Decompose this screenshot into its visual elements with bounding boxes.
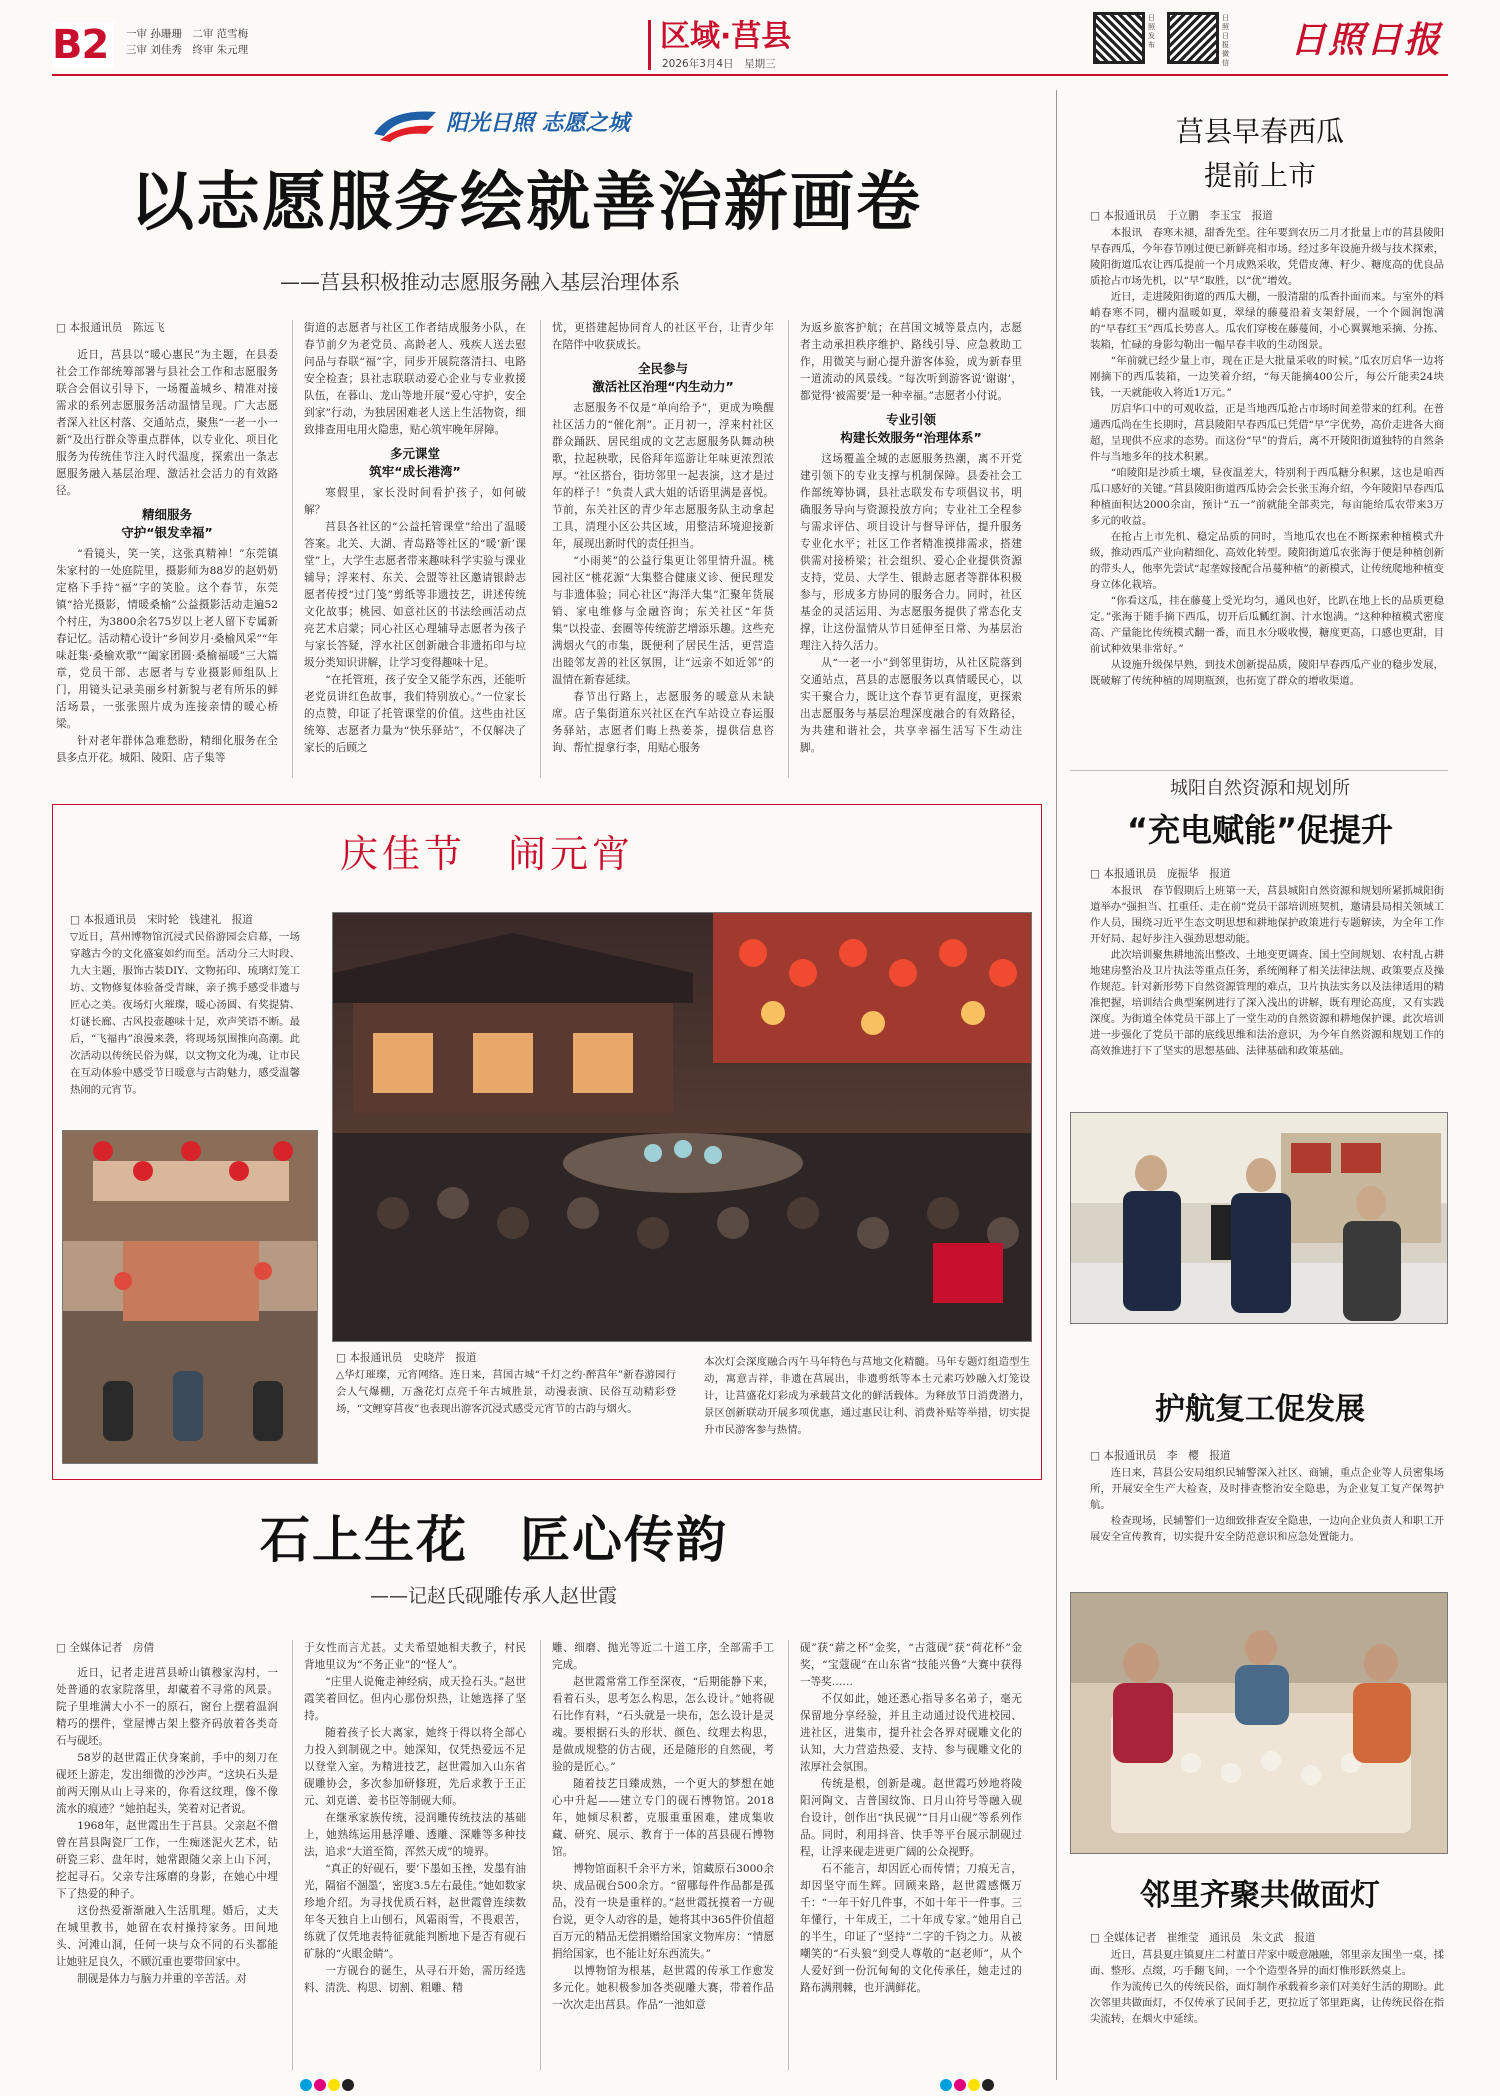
paper-logo: 日照日报 xyxy=(1290,19,1443,61)
lead-col-1 xyxy=(56,320,278,767)
lead-para: 这场覆盖全城的志愿服务热潮，离不开党建引领下的专业支撑与机制保障。县委社会工作部统筹协调，县社志联发布专项倡议书，明确服务导向与资源投放方向；专业社工全程参与需求评估、项目设计与督导评估，提升服务专业化水平；社区工作者精准摸排需求，搭建供需对接桥梁；社会组织、爱心企业提供资源支持，党员、大学生、银龄志愿者等群体积极参与，形成多方协同的服务合力。同时，社区基金的灵活运用、为志愿服务提供了常态化支撑，让这份温情从节日延伸至日常、为基层治理注入持久活力。 xyxy=(800,453,1022,652)
lead-para: 忧，更搭建起协同育人的社区平台，让青少年在陪伴中收获成长。 xyxy=(552,322,774,351)
magenta-dot-icon xyxy=(954,2079,966,2091)
right-column-rule xyxy=(1056,90,1057,2080)
editor-line-2: 三审 刘佳秀 终审 朱元理 xyxy=(126,44,249,56)
museum-interior-image xyxy=(63,1131,318,1464)
lead-headline: 以志愿服务绘就善治新画卷 xyxy=(130,166,922,240)
feature-para: 赵世霞常常工作至深夜，“后期能静下来，看着石头，思考怎么构思，怎么设计。”她将砚石比作有料，“石头就是一块布，怎么设计是灵魂。要根据石头的形状、颜色、纹理去构思，是做成规整的仿古砚，还是随形的自然砚，考验的是匠心。” xyxy=(552,1676,774,1773)
right3-byline: □ 本报通讯员 李 樱 报道 xyxy=(1090,1450,1231,1462)
dough-lamp-photo xyxy=(1070,1592,1448,1854)
lead-subtitle: ——莒县积极推动志愿服务融入基层治理体系 xyxy=(280,270,680,294)
right3-para: 连日来，莒县公安局组织民辅警深入社区、商铺，重点企业等人员密集场所，开展安全生产大检查，及时排查整治安全隐患，为企业复工复产保驾护航。 xyxy=(1090,1467,1444,1511)
right1-para: 从设施升级保早熟，到技术创新提品质，陵阳早春西瓜产业的稳步发展，既破解了传统种植的周期瓶颈，也拓宽了群众的增收渠道。 xyxy=(1090,659,1444,687)
feature-col-1 xyxy=(56,1640,278,1988)
right3-body xyxy=(1090,1448,1444,1545)
right2-byline: □ 本报通讯员 庞振华 报道 xyxy=(1090,868,1231,880)
right1-byline: □ 本报通讯员 于立鹏 李玉宝 报道 xyxy=(1090,210,1273,222)
lead-para: “在托管班，孩子安全又能学东西，还能听老党员讲红色故事，我们特别放心。”一位家长的点赞，印证了托管课堂的价值。这些由社区统筹、志愿者力量为“快乐驿站”，不仅解决了家长的后顾之 xyxy=(304,674,526,754)
feature-para: 1968年，赵世霞出生于莒县。父亲赵不僧曾在莒县陶瓷厂工作，一生痴迷泥火艺术，钻研瓷三彩、盘年时，她常跟随父亲上山下河，挖起寻石。父亲专注琢磨的身影，在她心中埋下了热爱的种子。 xyxy=(56,1820,278,1900)
right2-para: 此次培训聚焦耕地流出整改、土地变更调查、国土空间规划、农村乱占耕地建房整治及卫片执法等重点任务，系统阐释了相关法律法规、政策要点及操作规范。针对新形势下自然资源管理的难点，卫片执法实务以及法律适用的精准把握，培训结合典型案例进行了深入浅出的讲解，既有理论高度，又有实践深度。为街道全体党员干部上了一堂生动的自然资源和耕地保护课。此次培训进一步强化了党员干部的底线思维和法治意识，为今年自然资源和规划工作的高效推进打下了坚实的思想基础、法律基础和政策基础。 xyxy=(1090,949,1444,1057)
qr-label-1: 日照发布 xyxy=(1148,14,1155,49)
feature-para: 砚”获“薪之杯”金奖，“古蔻砚”获“荷花杯”金奖，“宝蔻砚”在山东省“技能兴鲁”大赛中获得一等奖…… xyxy=(800,1642,1022,1688)
lead-subhead-2: 多元课堂 筑牢“成长港湾” xyxy=(369,446,461,479)
feature-col-4 xyxy=(800,1640,1022,1997)
feature-para: 近日，记者走进莒县峤山镇穆家沟村，一处普通的农家院落里，却藏着不寻常的风景。院子里堆满大小不一的原石，窗台上摆着温润精巧的摆件，堂屋博古架上整齐码放着各类奇石与砚坯。 xyxy=(56,1667,278,1747)
lead-para: 近日，莒县以“暖心惠民”为主题，在县委社会工作部统筹部署与县社会工作和志愿服务联合会倡议引导下，一场覆盖城乡、精准对接需求的系列志愿服务活动温情呈现。广大志愿者深入社区村落、交通站点，聚焦“一老一小一新”及出行群众等重点群体，以专业化、项目化服务为传统佳节注入时代温度，探索出一条志愿服务融入基层治理、激活社会活力的有效路径。 xyxy=(56,349,278,497)
qr-code-2 xyxy=(1167,12,1219,64)
right4-para: 作为流传已久的传统民俗，面灯制作承载着乡亲们对美好生活的期盼。此次邻里共做面灯，不仅传承了民间手艺，更拉近了邻里距离，让传统民俗在指尖流转，在烟火中延续。 xyxy=(1090,1981,1444,2025)
feature-para: 石不能言，却因匠心而传情；刀痕无言，却因坚守而生辉。回顾来路，赵世霞感慨万千：“一年干好几件事，不如十年干一件事。三年懂行，十年成王，二十年成专家。”她用自己的半生，印证了“坚持”二字的千钧之力。从被嘲笑的“石头狼”到受人尊敬的“赵老师”，从个人爱好到一份沉甸甸的文化传承任，她走过的路布满荆棘，也开满鲜花。 xyxy=(800,1863,1022,1994)
feature-col-3 xyxy=(552,1640,774,2014)
right1-body xyxy=(1090,208,1444,689)
registration-marks-right xyxy=(940,2076,996,2095)
festival-right-text xyxy=(704,1354,1030,1439)
feature-col-2 xyxy=(304,1640,526,1997)
yellow-dot-icon xyxy=(328,2079,340,2091)
right1-para: 近日，走进陵阳街道的西瓜大棚，一股清甜的瓜香扑面而来。与室外的料峭春寒不同，棚内温暖如夏，翠绿的藤蔓沿着支架舒展，一个个圆润饱满的“早春红玉”西瓜长势喜人。瓜农们穿梭在藤蔓间，小心翼翼地采摘、分拣、装箱，忙碌的身影勾勒出一幅早春丰收的生动图景。 xyxy=(1090,291,1444,351)
lead-para: 为返乡旅客护航；在莒国文城等景点内，志愿者主动承担秩序维护、路线引导、应急救助工作，用微笑与耐心提升游客体验，成为新春里一道流动的风景线。“每次听到游客说‘谢谢’，都觉得‘被需要’是一种幸福。”志愿者小付说。 xyxy=(800,322,1022,402)
festival-headline: 庆佳节 闹元宵 xyxy=(340,832,635,876)
feature-para: 雕、细磨、抛光等近二十道工序，全部需手工完成。 xyxy=(552,1642,774,1671)
right-section-rule xyxy=(1070,770,1448,771)
black-dot-icon xyxy=(982,2079,994,2091)
right3-para: 检查现场，民辅警们一边细致排查安全隐患，一边向企业负责人和职工开展安全宣传教育，切实提升安全防范意识和应急处置能力。 xyxy=(1090,1515,1444,1543)
lead-col-4 xyxy=(800,320,1022,757)
feature-subtitle: ——记赵氏砚雕传承人赵世霞 xyxy=(370,1585,618,1607)
feature-para: 不仅如此，她还悉心指导多名弟子，毫无保留地分享经验，并且主动通过设代进校园、进社区，进集市，提升社会各界对砚雕文化的认知，大力营造热爱、支持、参与砚雕文化的浓厚社会氛围。 xyxy=(800,1693,1022,1773)
page-number xyxy=(52,22,114,68)
lantern-festival-photo xyxy=(332,912,1032,1342)
banner-text: 阳光日照 志愿之城 xyxy=(446,111,630,136)
feature-byline: □ 全媒体记者 房倩 xyxy=(56,1642,155,1654)
lead-subhead-1: 精细服务 守护“银发幸福” xyxy=(121,507,213,540)
section-name: 区域·莒县 xyxy=(660,19,792,54)
right1-para: 本报讯 春寒未褪，甜香先至。往年要到农历二月才批量上市的莒县陵阳早春西瓜，今年春节刚过便已新鲜亮相市场。经过多年设施升级与技术探索，陵阳街道瓜农让西瓜提前一个月成熟采收，凭借皮薄、籽少、糖度高的优良品质抢占市场先机，以“早”取胜，以“优”增效。 xyxy=(1090,227,1444,287)
right4-byline: □ 全媒体记者 崔维莹 通讯员 朱文武 报道 xyxy=(1090,1932,1316,1944)
editor-line-1: 一审 孙珊珊 二审 范雪梅 xyxy=(126,28,249,40)
dough-lamp-image xyxy=(1071,1593,1448,1854)
lead-para: 志愿服务不仅是“单向给予”，更成为唤醒社区活力的“催化剂”。正月初一，浮来村社区群众踊跃、居民组成的文艺志愿服务队舞动秧歌，拉起秧歌，民俗拜年巡游让年味更浓烈浓厚。“社区搭台，街坊邻里一起表演，这才是过年的样子！”负责人武大姐的话语里满是喜悦。节前，东关社区的青少年志愿服务队主动拿起工具，清理小区公共区域，用整洁环境迎接新年，展现出新时代的责任担当。 xyxy=(552,402,774,550)
police-inspection-photo xyxy=(1070,1112,1448,1324)
feature-para: “庄里人说俺走神经病，成天捡石头。”赵世霞笑着回忆。但内心那份炽热，让她选择了坚持。 xyxy=(304,1676,526,1722)
lead-col-2 xyxy=(304,320,526,757)
right4-para: 近日，莒县夏庄镇夏庄二村董日芹家中暖意融融，邻里亲友围坐一桌，揉面、整形、点缀，巧手翻飞间，一个个造型各异的面灯惟形跃然桌上。 xyxy=(1090,1949,1444,1977)
column-rule xyxy=(292,1640,293,2070)
registration-marks-left xyxy=(300,2076,356,2095)
lead-byline: □ 本报通讯员 陈远飞 xyxy=(56,322,165,334)
lead-para: 寒假里，家长没时间看护孩子，如何破解？ xyxy=(304,487,526,516)
issue-date: 2026年3月4日 星期三 xyxy=(662,58,776,70)
page-number-text: B2 xyxy=(52,22,109,68)
lead-para: 针对老年群体急难愁盼，精细化服务在全县多点开花。城阳、陵阳、店子集等 xyxy=(56,735,278,764)
column-rule xyxy=(540,1640,541,2070)
column-rule xyxy=(292,320,293,778)
right1-headline: 莒县早春西瓜 提前上市 xyxy=(1175,115,1344,192)
festival-left-text xyxy=(70,912,300,1099)
right1-para: “咱陵阳是沙质土壤，昼夜温差大，特别利于西瓜糖分积累，这也是咱西瓜口感好的关键。”莒县陵阳街道西瓜协会会长张玉海介绍，今年陵阳早春西瓜种植面积达2000余亩，预计“五一”前就能全部卖完，每亩能给瓜农带来3万多元的收益。 xyxy=(1090,467,1444,527)
feature-para: 在继承家族传统，浸润雕传统技法的基础上，她熟练运用悬浮雕、透雕、深雕等多种技法，追求“大道至简，浑然天成”的境界。 xyxy=(304,1812,526,1858)
feature-para: 随着技艺日臻成熟，一个更大的梦想在她心中升起——建立专门的砚石博物馆。2018年，她倾尽积蓄，克服重重困难，建成集收藏、研究、展示、教育于一体的莒县砚石博物馆。 xyxy=(552,1778,774,1858)
feature-para: 于女性而言尤甚。丈夫希望她相夫教子，村民背地里议为“不务正业”的“怪人”。 xyxy=(304,1642,526,1671)
right3-headline: 护航复工促发展 xyxy=(1155,1392,1365,1427)
right1-para: 在抢占上市先机、稳定品质的同时，当地瓜农也在不断探索种植模式升级，推动西瓜产业向精细化、高效化转型。陵阳街道瓜农张海于便是种植创新的带头人，他率先尝试“起垄嫁接配合吊蔓种植”的新模式，让传统爬地种植变身立体化栽培。 xyxy=(1090,531,1444,591)
right1-para: “年前就已经少量上市，现在正是大批量采收的时候。”瓜农厉启华一边将刚摘下的西瓜装箱，一边笑着介绍，“每天能摘400公斤，每公斤能卖24块钱，一天就能收入将近1万元。” xyxy=(1090,355,1444,399)
editor-credits xyxy=(126,26,346,58)
lead-para: “看镜头，笑一笑，这张真精神！”东莞镇朱家村的一处庭院里，摄影师为88岁的赵奶奶定格下手持“福”字的笑脸。这个春节，东莞镇“拾光摄影，情暖桑榆”公益摄影活动走遍52个村庄，为3800余名75岁以上老人留下专属新春记忆。活动精心设计“乡间岁月·桑榆风采”“年味赶集·桑榆欢歌”“阖家团圆·桑榆福暖”三大篇章，党员干部、志愿者与专业摄影师组队上门，用镜头记录美丽乡村新貌与老有所乐的鲜活场景，一张张照片成为连接亲情的暖心桥梁。 xyxy=(56,548,278,730)
feature-para: 这份热爱渐渐融入生活肌理。婚后，丈夫在城里教书，她留在农村操持家务。田间地头、河滩山洞，任何一块与众不同的石头都能让她驻足良久，不顾沉重也要带回家中。 xyxy=(56,1905,278,1968)
magenta-dot-icon xyxy=(314,2079,326,2091)
sunshine-rizhao-logo-icon xyxy=(370,104,440,144)
column-rule xyxy=(540,320,541,778)
cyan-dot-icon xyxy=(940,2079,952,2091)
festival-right-para: 本次灯会深度融合丙午马年特色与莒地文化精髓。马年专题灯组造型生动，寓意吉祥，非遗在莒展出，非遗剪纸等本土元素巧妙融入灯笼设计，让莒盛花灯彩成为承载莒文化的鲜活载体。为释放节日消费潜力，景区创新联动开展多项优惠，通过惠民让利、消费补贴等举措，切实提升市民游客参与热情。 xyxy=(704,1356,1030,1436)
lead-para: “小雨荚”的公益行集更让邻里情升温。桃园社区“桃花源”大集整合健康义诊、便民理发与非遗体验；同心社区“海洋大集”汇聚年货展销、家电维修与金融咨询；东关社区“年货集”以投壶、套圈等传统游艺增添乐趣。这些充满烟火气的市集，既便利了居民生活，更营造出睦邻友善的社区氛围，让“远亲不如近邻”的温情在新春延续。 xyxy=(552,555,774,686)
feature-para: 博物馆面积千余平方米，馆藏原石3000余块、成品砚台500余方。“留哪每件作品都是孤品，没有一块是重样的。”赵世霞抚摸着一方砚台说，更令人动容的是，她将其中365件价值超百万元的精品无偿捐赠给国家文物库房：“情愿捐给国家，也不能让好东西流失。” xyxy=(552,1863,774,1960)
column-rule xyxy=(788,1640,789,2070)
qr-code-1 xyxy=(1093,12,1145,64)
header-rule xyxy=(52,74,1448,76)
yellow-dot-icon xyxy=(968,2079,980,2091)
cyan-dot-icon xyxy=(300,2079,312,2091)
lead-para: 从“一老一小”到邻里街坊，从社区院落到交通站点，莒县的志愿服务以真情暖民心，以实干聚合力，既让这个春节更有温度，更探索出志愿服务与基层治理深度融合的有效路径，为共建和谐社会，共享幸福生活写下生动注脚。 xyxy=(800,657,1022,754)
festival-byline: □ 本报通讯员 宋时轮 钱建礼 报道 xyxy=(70,914,253,926)
lead-subhead-3: 全民参与 激活社区治理“内生动力” xyxy=(592,361,734,394)
lead-para: 街道的志愿者与社区工作者结成服务小队，在春节前夕为老党员、高龄老人、残疾人送去慰问品与春联“福”字，同步开展院落清扫、电路安全检查；县社志联联动爱心企业与专业救援队伍，在暮山、龙山等地开展“爱心守护，安全到家”行动，为独居困难老人送上生活物资，细致排查用电用火隐患，贴心筑牢晚年屏障。 xyxy=(304,322,526,436)
qr-label-2: 日照日报微信 xyxy=(1222,14,1229,67)
festival-mid-byline: □ 本报通讯员 史晓芹 报道 xyxy=(336,1352,477,1364)
lantern-festival-image xyxy=(333,913,1032,1342)
police-inspection-image xyxy=(1071,1113,1448,1324)
right1-para: “你看这瓜，挂在藤蔓上受光均匀，通风也好，比趴在地上长的品质更稳定。”张海于随手摘下西瓜，切开后瓜瓤红润、汁水饱满。“这种种植模式密度高、产量能比传统模式翻一番，而且水分吸收慢，糖度更高，口感也更甜，目前试种效果非常好。” xyxy=(1090,595,1444,655)
festival-left-para: ▽近日，莒州博物馆沉浸式民俗游园会启幕，一场穿越古今的文化盛宴如约而至。活动分三大时段、九大主题，服饰古装DIY、文物拓印、琉璃灯笼工坊、文物修复体验备受青睐，亲子携手感受非遗与匠心之美。夜场灯火璀璨，暖心汤圆、有奖提猜、灯谜长廊、古风投壶趣味十足，欢声笑语不断。最后，“飞福冉”浪漫来袭，将现场氛围推向高潮。此次活动以传统民俗为媒，以文物文化为魂，让市民在互动体验中感受节日暖意与古韵魅力，感受温馨热闹的元宵节。 xyxy=(70,931,300,1096)
black-dot-icon xyxy=(342,2079,354,2091)
lead-col-3 xyxy=(552,320,774,757)
column-rule xyxy=(788,320,789,778)
right2-headline: “充电赋能”促提升 xyxy=(1126,811,1394,849)
feature-headline: 石上生花 匠心传韵 xyxy=(260,1511,728,1569)
feature-para: 一方砚台的诞生，从寻石开始，需历经选料、清洗、构思、切割、粗雕、精 xyxy=(304,1965,526,1994)
lead-para: 莒县各社区的“公益托管课堂”给出了温暖答案。北关、大湖、青岛路等社区的“暖‘新’课堂”上，大学生志愿者带来趣味科学实验与课业辅导；浮来村、东关、会盟等社区邀请银龄志愿者传授“过门笺”剪纸等非遗技艺，讲述传统文化故事；桃园、如意社区的书法绘画活动点亮艺术启蒙；同心社区心理辅导志愿者为孩子与家长答疑，浮水社区创新融合非遗拓印与垃圾分类知识讲解，让学习变得趣味十足。 xyxy=(304,521,526,669)
feature-para: 随着孩子长大离家，她终于得以将全部心力投入到制砚之中。她深知，仅凭热爱远不足以登堂入室。为精进技艺，赵世霞加入山东省砚雕协会，多次参加研修班，先后求教于王正元、刘克谱、姜书臣等制砚大师。 xyxy=(304,1727,526,1807)
lead-para: 春节出行路上，志愿服务的暖意从未缺席。店子集街道东兴社区在汽车站设立春运服务驿站，志愿者们晦上热姜茶，提供信息咨询、帮忙提拿行李，用贴心服务 xyxy=(552,691,774,754)
right2-body xyxy=(1090,866,1444,1059)
right2-para: 本报讯 春节假期后上班第一天，莒县城阳自然资源和规划所紧抓城阳街道举办“强担当、扛重任、走在前”党员干部培训班契机，邀请县局相关领域工作人员，围绕习近平生态文明思想和耕地保护政策进行专题解读，为全年工作开好局、起好步注入强劲思想动能。 xyxy=(1090,885,1444,945)
feature-para: 传统是根，创新是魂。赵世霞巧妙地将陵阳河陶文、吉普国纹饰、日月山符号等融入砚台设计，创作出“执民砚”“日月山砚”等系列作品。同时，利用抖音、快手等平台展示制砚过程，让浮来砚走进更广阔的公众视野。 xyxy=(800,1778,1022,1858)
festival-mid-para: △华灯璀璨，元宵网络。连日来，莒国古城“千灯之约·醉莒年”新春游园行会人气爆棚，万盏花灯点亮千年古城胜景，动漫表演、民俗互动精彩登场，“文鲤穿莒夜”也表现出游客沉浸式感受元宵节的古韵与烟火。 xyxy=(336,1369,676,1415)
header-divider-left xyxy=(648,20,651,70)
right1-para: 厉启华口中的可观收益，正是当地西瓜抢占市场时间差带来的红利。在普通西瓜尚在生长期时，莒县陵阳早春西瓜已凭借“早”字优势，高价走进各大商超，呈现供不应求的态势。而这份“早”的背后，离不开陵阳街道独特的自然条件与当地多年的技术积累。 xyxy=(1090,403,1444,463)
right4-body xyxy=(1090,1930,1444,2027)
lead-subhead-4: 专业引领 构建长效服务“治理体系” xyxy=(840,412,982,445)
feature-para: 制砚是体力与脑力并重的辛苦活。对 xyxy=(77,1973,247,1985)
festival-mid-text xyxy=(336,1350,676,1418)
feature-para: 58岁的赵世霞正伏身案前，手中的刻刀在砚坯上游走，发出细微的沙沙声。“这块石头是前两天刚从山上寻来的，你看这纹理，像不像流水的痕迹？”她拍起头，笑着对记者说。 xyxy=(56,1752,278,1815)
museum-interior-photo xyxy=(62,1130,318,1464)
right4-headline: 邻里齐聚共做面灯 xyxy=(1140,1878,1380,1913)
volunteer-banner xyxy=(370,104,710,144)
feature-para: 以博物馆为根基，赵世霞的传承工作愈发多元化。她积极参加各类砚雕大赛，带着作品一次次走出莒县。作品“一池如意 xyxy=(552,1965,774,2011)
right2-kicker: 城阳自然资源和规划所 xyxy=(1170,778,1350,799)
feature-para: “真正的好砚石，要‘下墨如玉挫，发墨有油光，隔宿不涸墨’，密度3.5左右最佳。”她如数家珍地介绍。为寻找优质石料，赵世霞曾连续数年冬天独自上山刨石，风霜雨雪，不畏艰苦，练就了仅凭地表特征就能判断地下是否有砚石矿脉的“火眼金睛”。 xyxy=(304,1863,526,1960)
